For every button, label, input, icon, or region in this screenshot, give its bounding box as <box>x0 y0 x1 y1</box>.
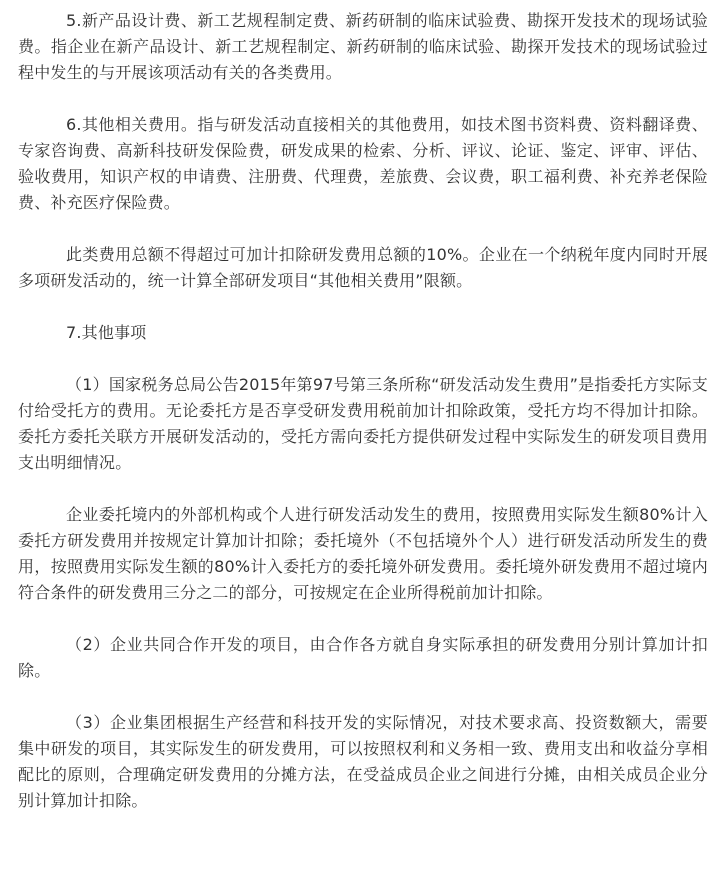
article-body <box>18 0 708 814</box>
paragraph-item-6: 6.其他相关费用。指与研发活动直接相关的其他费用，如技术图书资料费、资料翻译费、专家咨询费、高新科技研发保险费，研发成果的检索、分析、评议、论证、鉴定、评审、评估、验收费用，知识产权的申请费、注册费、代理费，差旅费、会议费，职工福利费、补充养老保险费、补充医疗保险费。 <box>18 115 708 212</box>
paragraph-gap <box>18 86 708 112</box>
paragraph-gap <box>18 684 708 710</box>
paragraph-item-5: 5.新产品设计费、新工艺规程制定费、新药研制的临床试验费、勘探开发技术的现场试验费。指企业在新产品设计、新工艺规程制定、新药研制的临床试验、勘探开发技术的现场试验过程中发生的与开展该项活动有关的各类费用。 <box>18 11 708 82</box>
paragraph-subitem-2: （2）企业共同合作开发的项目，由合作各方就自身实际承担的研发费用分别计算加计扣除。 <box>18 635 708 680</box>
paragraph-gap <box>18 294 708 320</box>
paragraph-subitem-1: （1）国家税务总局公告2015年第97号第三条所称“研发活动发生费用”是指委托方实际支付给受托方的费用。无论委托方是否享受研发费用税前加计扣除政策，受托方均不得加计扣除。委托方委托关联方开展研发活动的，受托方需向委托方提供研发过程中实际发生的研发项目费用支出明细情况。 <box>18 375 708 472</box>
paragraph-outsourcing-note: 企业委托境内的外部机构或个人进行研发活动发生的费用，按照费用实际发生额80%计入委托方研发费用并按规定计算加计扣除；委托境外（不包括境外个人）进行研发活动所发生的费用，按照费用实际发生额的80%计入委托方的委托境外研发费用。委托境外研发费用不超过境内符合条件的研发费用三分之二的部分，可按规定在企业所得税前加计扣除。 <box>18 505 708 602</box>
paragraph-subitem-3: （3）企业集团根据生产经营和科技开发的实际情况，对技术要求高、投资数额大，需要集中研发的项目，其实际发生的研发费用，可以按照权利和义务相一致、费用支出和收益分享相配比的原则，合理确定研发费用的分摊方法，在受益成员企业之间进行分摊，由相关成员企业分别计算加计扣除。 <box>18 713 708 810</box>
paragraph-gap <box>18 606 708 632</box>
section-heading-7: 7.其他事项 <box>66 323 147 342</box>
paragraph-gap <box>18 216 708 242</box>
paragraph-gap <box>18 346 708 372</box>
paragraph-gap <box>18 476 708 502</box>
paragraph-limit-note: 此类费用总额不得超过可加计扣除研发费用总额的10%。企业在一个纳税年度内同时开展多项研发活动的，统一计算全部研发项目“其他相关费用”限额。 <box>18 245 708 290</box>
